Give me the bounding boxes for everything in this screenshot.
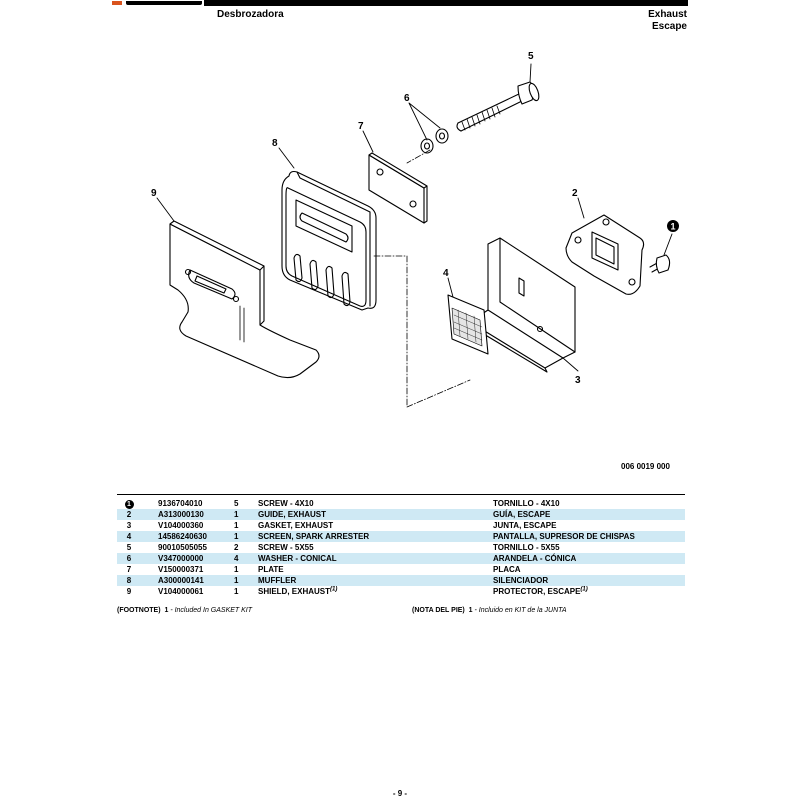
footnote-es-num: 1 (468, 607, 473, 614)
quantity-text: 1 (234, 532, 239, 541)
description-es-text: PANTALLA, SUPRESOR DE CHISPAS (493, 532, 635, 541)
description-en-text: GASKET, EXHAUST (258, 521, 334, 530)
figure-code: 006 0019 000 (621, 462, 670, 471)
footnote-es-text: - Incluido en KIT de la JUNTA (474, 607, 567, 614)
description-en (258, 498, 493, 509)
ref-number-circled: 1 (125, 500, 134, 509)
description-en (258, 542, 493, 553)
quantity (234, 575, 258, 586)
footnote-es-label: (NOTA DEL PIE) (412, 607, 465, 614)
footnote-en (117, 607, 252, 614)
part-number-text: A300000141 (158, 576, 204, 585)
description-es (493, 520, 685, 531)
ref-number: 2 (117, 509, 141, 520)
plate-drawing (369, 153, 427, 223)
description-es-text: JUNTA, ESCAPE (493, 521, 557, 530)
footnote-marker: (1) (330, 586, 338, 593)
ref-number: 6 (117, 553, 141, 564)
quantity-text: 4 (234, 554, 239, 563)
part-number-text: 90010505055 (158, 543, 207, 552)
description-en-text: WASHER - CONICAL (258, 554, 337, 563)
part-number-text: V347000000 (158, 554, 204, 563)
description-es-text: ARANDELA - CÓNICA (493, 554, 577, 563)
ref-number: 4 (117, 531, 141, 542)
part-number-text: V104000360 (158, 521, 204, 530)
ref-number: 5 (126, 543, 132, 552)
table-row (117, 520, 685, 531)
header-title-en: Exhaust (648, 9, 687, 20)
description-es-text: PROTECTOR, ESCAPE (493, 587, 581, 596)
description-es-text: TORNILLO - 5X55 (493, 543, 560, 552)
callout-5: 5 (528, 51, 534, 62)
description-en-text: SCREW - 4X10 (258, 499, 314, 508)
description-en (258, 509, 493, 520)
footnote-en-label: (FOOTNOTE) (117, 607, 161, 614)
description-es-text: SILENCIADOR (493, 576, 549, 585)
callout-2: 2 (572, 188, 578, 199)
description-es (493, 498, 685, 509)
part-number (141, 575, 234, 586)
quantity (234, 520, 258, 531)
screw-4x10-drawing (650, 255, 670, 273)
callout-7: 7 (358, 121, 364, 132)
ref-number (117, 498, 141, 509)
description-es (493, 575, 685, 586)
description-en (258, 586, 493, 597)
quantity-text: 1 (234, 521, 239, 530)
part-number-text: 9136704010 (158, 499, 203, 508)
quantity (234, 509, 258, 520)
part-number (141, 520, 234, 531)
quantity-text: 5 (234, 499, 239, 508)
callout-3: 3 (575, 375, 581, 386)
part-number-text: V150000371 (158, 565, 204, 574)
description-en (258, 531, 493, 542)
part-number (141, 542, 234, 553)
table-row (117, 564, 685, 575)
quantity (234, 586, 258, 597)
quantity (234, 542, 258, 553)
ref-number: 8 (117, 575, 141, 586)
part-number-text: A313000130 (158, 510, 204, 519)
table-row (117, 509, 685, 520)
quantity (234, 531, 258, 542)
quantity (234, 553, 258, 564)
part-number (141, 553, 234, 564)
description-es (493, 553, 685, 564)
description-en (258, 564, 493, 575)
description-en-text: PLATE (258, 565, 284, 574)
quantity-text: 1 (234, 510, 239, 519)
footnote-marker: (1) (580, 586, 588, 593)
callout-8: 8 (272, 138, 278, 149)
ref-number: 7 (126, 565, 132, 574)
parts-table (117, 498, 685, 597)
ref-number: 3 (126, 521, 132, 530)
part-number-text: V104000061 (158, 587, 204, 596)
quantity-text: 1 (234, 576, 239, 585)
conical-washers-drawing (421, 129, 448, 153)
exhaust-guide-drawing (566, 215, 644, 294)
ref-number: 9 (126, 587, 132, 596)
description-en (258, 520, 493, 531)
description-es-text: TORNILLO - 4X10 (493, 499, 560, 508)
footnote-en-num: 1 (164, 607, 169, 614)
description-en-text: SHIELD, EXHAUST (258, 587, 331, 596)
description-es-text: PLACA (493, 565, 521, 574)
description-en-text: SCREW - 5X55 (258, 543, 314, 552)
quantity-text: 1 (234, 565, 239, 574)
description-es (493, 564, 685, 575)
description-en (258, 575, 493, 586)
description-en (258, 553, 493, 564)
description-en-text: MUFFLER (258, 576, 297, 585)
part-number-text: 14586240630 (158, 532, 207, 541)
footnote-es (412, 607, 567, 614)
table-row (117, 553, 685, 564)
table-row (117, 498, 685, 509)
table-row (117, 542, 685, 553)
callout-1: 1 (670, 221, 676, 232)
description-en-text: GUIDE, EXHAUST (258, 510, 327, 519)
part-number (141, 564, 234, 575)
page-number: - 9 - (392, 789, 408, 798)
table-top-rule (117, 494, 685, 495)
description-es-text: GUÍA, ESCAPE (493, 510, 551, 519)
quantity-text: 2 (234, 543, 239, 552)
description-en-text: SCREEN, SPARK ARRESTER (258, 532, 370, 541)
table-row (117, 586, 685, 597)
table-row (117, 575, 685, 586)
spark-arrester-screen-drawing (448, 295, 488, 354)
part-number (141, 509, 234, 520)
quantity (234, 498, 258, 509)
callout-6: 6 (404, 93, 410, 104)
part-number (141, 531, 234, 542)
muffler-drawing (282, 172, 376, 311)
header-title-es: Escape (651, 21, 687, 32)
callout-4: 4 (443, 268, 449, 279)
quantity (234, 564, 258, 575)
screw-5x55-drawing (457, 82, 541, 131)
part-number (141, 498, 234, 509)
part-number (141, 586, 234, 597)
description-es (493, 542, 685, 553)
description-es (493, 586, 685, 597)
quantity-text: 1 (234, 587, 239, 596)
header-title-left: Desbrozadora (217, 9, 284, 20)
description-es (493, 509, 685, 520)
footnote-en-text: - Included In GASKET KIT (170, 607, 253, 614)
description-es (493, 531, 685, 542)
table-row (117, 531, 685, 542)
callout-9: 9 (151, 188, 157, 199)
